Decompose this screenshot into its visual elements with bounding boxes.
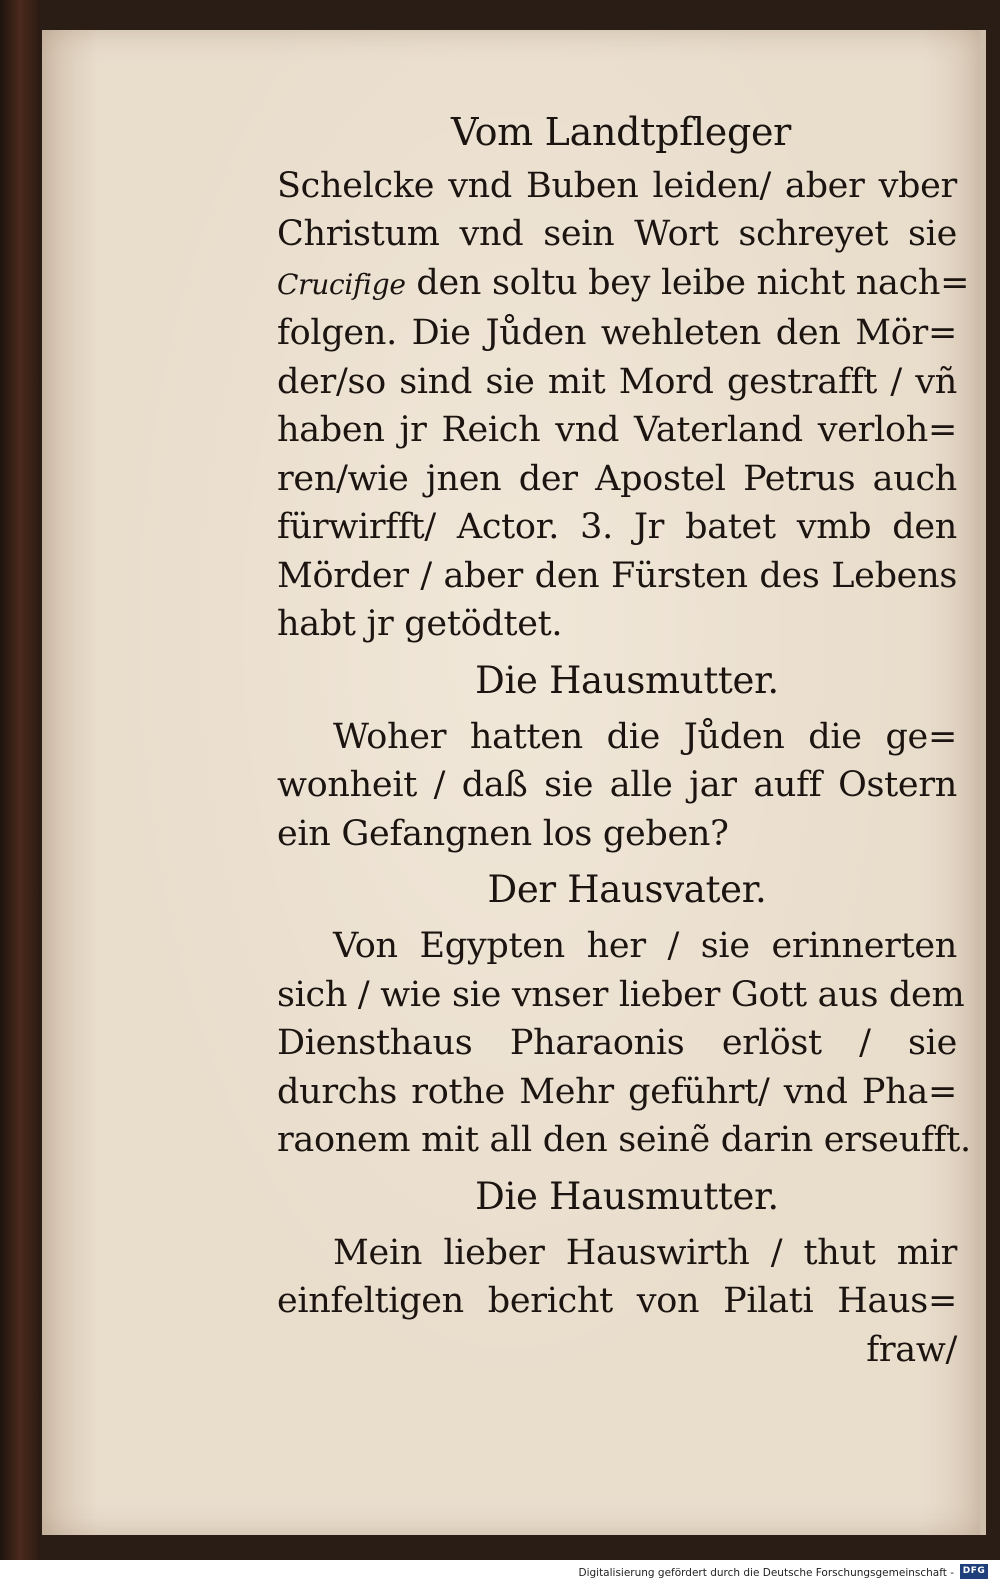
text-line: durchs rothe Mehr geführt/ vnd Pha= (277, 1071, 957, 1112)
text-line: einfeltigen bericht von Pilati Haus= (277, 1281, 957, 1321)
text-line: ren/wie jnen der Apostel Petrus auch (277, 458, 957, 499)
paragraph-4 (277, 1229, 957, 1375)
running-head: Vom Landtpfleger (450, 110, 792, 154)
text-line: wonheit / daß sie alle jar auff Ostern (277, 765, 957, 805)
dfg-logo: DFG (960, 1564, 988, 1579)
catchword: fraw/ (866, 1329, 957, 1370)
speaker-heading: Der Hausvater. (487, 868, 767, 911)
text-line: Schelcke vnd Buben leiden/ aber vber (277, 165, 957, 206)
text-line: sich / wie sie vnser lieber Gott aus dem (277, 974, 965, 1015)
text-block (277, 108, 971, 1374)
text-line: folgen. Die Jůden wehleten den Mör= (277, 313, 957, 353)
text-line: der/so sind sie mit Mord gestrafft / vñ (277, 361, 957, 402)
text-segment: den soltu bey leibe nicht nach= (405, 262, 970, 303)
speaker-heading: Die Hausmutter. (475, 658, 779, 702)
book-page (42, 30, 986, 1535)
paragraph-2 (277, 713, 957, 859)
speaker-heading: Die Hausmutter. (475, 1174, 779, 1218)
paragraph-3 (277, 922, 971, 1165)
text-line: ein Gefangnen los geben? (277, 813, 729, 854)
text-line: Von Egypten her / sie erinnerten (333, 926, 957, 966)
text-line: habt jr getödtet. (277, 604, 563, 644)
text-line: raonem mit all den seinẽ darin erseufft. (277, 1120, 971, 1160)
latin-word: Crucifige (277, 267, 406, 301)
text-line: Christum vnd sein Wort schreyet sie (277, 214, 957, 254)
paragraph-1 (277, 162, 970, 649)
footer-credit: Digitalisierung gefördert durch die Deutsche Forschungsgemeinschaft - (578, 1567, 954, 1579)
text-line: Mörder / aber den Fürsten des Lebens (277, 555, 957, 596)
text-line: haben jr Reich vnd Vaterland verloh= (277, 410, 957, 450)
text-line: Woher hatten die Jůden die ge= (333, 716, 957, 757)
text-line: fürwirfft/ Actor. 3. Jr batet vmb den (277, 507, 957, 547)
text-line: Diensthaus Pharaonis erlöst / sie (277, 1023, 957, 1063)
text-line (277, 259, 970, 310)
text-line: Mein lieber Hauswirth / thut mir (333, 1232, 957, 1273)
